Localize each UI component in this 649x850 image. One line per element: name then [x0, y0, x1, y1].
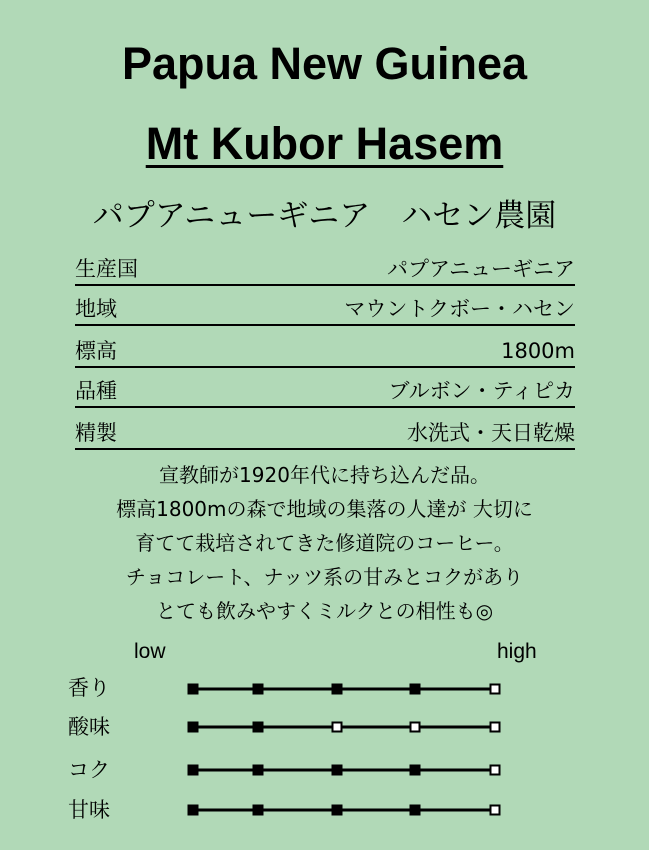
spec-label: 生産国: [75, 257, 138, 281]
filled-marker-body: [188, 765, 198, 775]
filled-marker-aroma: [410, 684, 420, 694]
description-line: 宣教師が1920年代に持ち込んだ品。: [159, 463, 490, 487]
spec-value: ブルボン・ティピカ: [388, 379, 575, 403]
spec-value: パプアニューギニア: [387, 257, 575, 281]
filled-marker-acidity: [253, 722, 263, 732]
empty-marker-sweetness: [491, 806, 500, 815]
scale-high-label: high: [497, 640, 537, 663]
empty-marker-aroma: [491, 685, 500, 694]
rating-label-acidity: 酸味: [68, 715, 110, 739]
rating-label-aroma: 香り: [68, 676, 110, 700]
filled-marker-body: [253, 765, 263, 775]
product-subtitle-text: Mt Kubor Hasem: [145, 118, 504, 169]
empty-marker-acidity: [333, 723, 342, 732]
spec-value: 1800m: [501, 339, 575, 363]
empty-marker-body: [491, 766, 500, 775]
filled-marker-sweetness: [410, 805, 420, 815]
spec-label: 品種: [75, 379, 117, 403]
filled-marker-aroma: [332, 684, 342, 694]
spec-label: 精製: [75, 421, 117, 445]
country-title: Papua New Guinea: [121, 38, 528, 89]
filled-marker-aroma: [188, 684, 198, 694]
description-line: とても飲みやすくミルクとの相性も◎: [155, 599, 494, 623]
spec-label: 地域: [75, 297, 117, 321]
filled-marker-sweetness: [188, 805, 198, 815]
rating-label-sweetness: 甘味: [68, 798, 110, 822]
empty-marker-acidity: [411, 723, 420, 732]
spec-value: 水洗式・天日乾燥: [407, 421, 575, 445]
rating-label-body: コク: [68, 758, 110, 782]
scale-low-label: low: [134, 640, 166, 663]
filled-marker-sweetness: [332, 805, 342, 815]
filled-marker-sweetness: [253, 805, 263, 815]
filled-marker-aroma: [253, 684, 263, 694]
description-line: 標高1800mの森で地域の集落の人達が 大切に: [116, 497, 533, 521]
filled-marker-body: [410, 765, 420, 775]
filled-marker-acidity: [188, 722, 198, 732]
spec-value: マウントクボー・ハセン: [344, 297, 575, 321]
description-line: 育てて栽培されてきた修道院のコーヒー。: [135, 531, 514, 555]
description-line: チョコレート、ナッツ系の甘みとコクがあり: [125, 565, 524, 589]
empty-marker-acidity: [491, 723, 500, 732]
filled-marker-body: [332, 765, 342, 775]
spec-label: 標高: [75, 339, 117, 363]
japanese-title: パプアニューギニア ハセン農園: [92, 198, 557, 234]
